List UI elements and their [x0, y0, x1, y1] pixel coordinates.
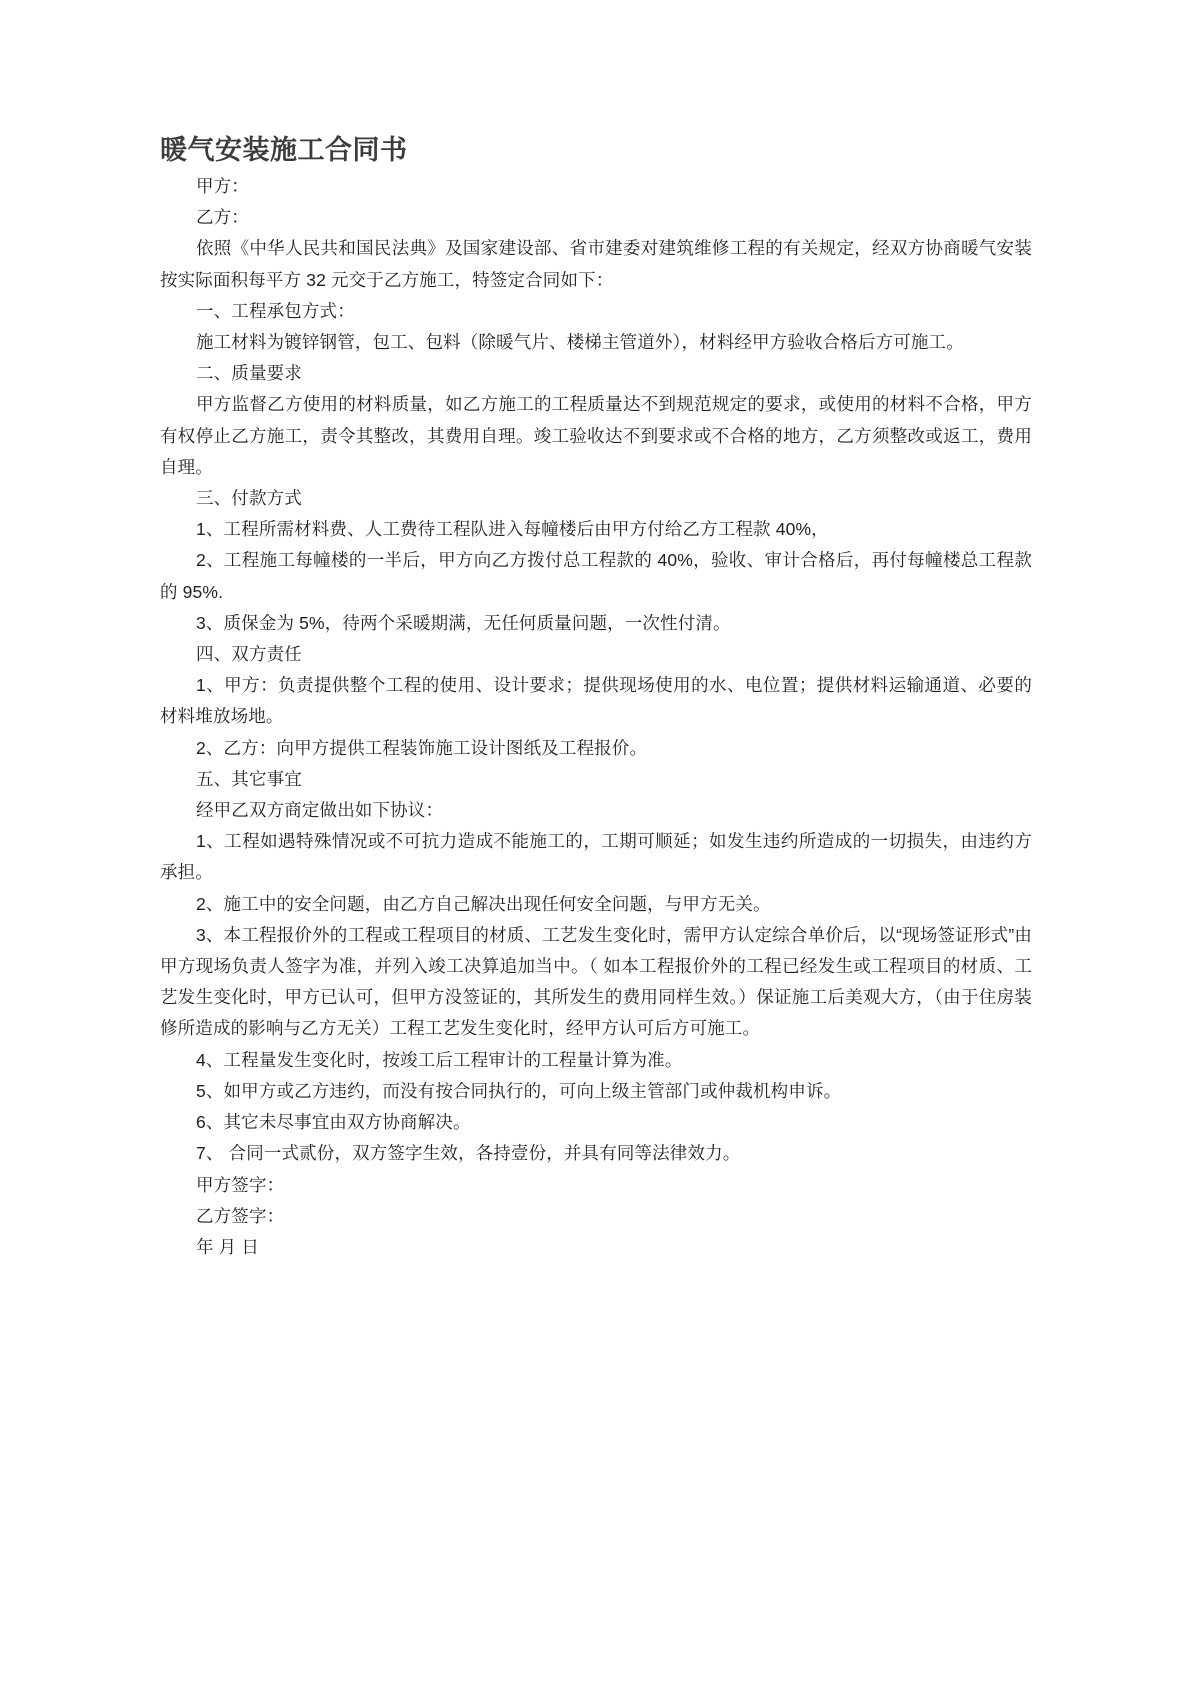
document-text-block: [160, 130, 1032, 1263]
heading-section-2: 二、质量要求: [196, 363, 302, 384]
list-item-section-3-2: 2、工程施工每幢楼的一半后，甲方向乙方拨付总工程款的 40%，验收、审计合格后，再付每幢楼总工程款的 95%.: [160, 550, 1032, 602]
paragraph-section-1-body: 施工材料为镀锌钢管，包工、包料（除暖气片、楼梯主管道外），材料经甲方验收合格后方可施工。: [196, 332, 964, 353]
paragraph-preamble: 依照《中华人民共和国民法典》及国家建设部、省市建委对建筑维修工程的有关规定，经双方协商暖气安装按实际面积每平方 32 元交于乙方施工，特签定合同如下：: [160, 238, 1032, 290]
list-item-section-5-5: 5、如甲方或乙方违约，而没有按合同执行的，可向上级主管部门或仲裁机构申诉。: [196, 1080, 842, 1101]
list-item-section-5-1: 1、工程如遇特殊情况或不可抗力造成不能施工的，工期可顺延；如发生违约所造成的一切损失，由违约方承担。: [160, 831, 1032, 883]
list-item-section-4-2: 2、乙方：向甲方提供工程装饰施工设计图纸及工程报价。: [196, 737, 648, 758]
signature-line-party-a: 甲方签字：: [196, 1174, 285, 1195]
list-item-section-5-4: 4、工程量发生变化时，按竣工后工程审计的工程量计算为准。: [196, 1049, 683, 1070]
list-item-section-3-1: 1、工程所需材料费、人工费待工程队进入每幢楼后由甲方付给乙方工程款 40%，: [196, 519, 829, 540]
date-line: 年 月 日: [196, 1236, 259, 1257]
document-title: 暖气安装施工合同书: [160, 135, 408, 165]
list-item-section-5-7: 7、 合同一式贰份，双方签字生效，各持壹份，并具有同等法律效力。: [196, 1143, 741, 1164]
paragraph-party-b-label: 乙方：: [196, 207, 249, 228]
list-item-section-5-3: 3、本工程报价外的工程或工程项目的材质、工艺发生变化时，需甲方认定综合单价后，以“现场签证形式”由甲方现场负责人签字为准，并列入竣工决算追加当中。（ 如本工程报价外的工程已经发生或工程项目的材质、工艺发生变化时，甲方已认可，但甲方没签证的，其所发生的费用同样生效。）保证施工后美观大方，（由于住房装修所造成的影响与乙方无关）工程工艺发生变化时，经甲方认可后方可施工。: [160, 924, 1032, 1039]
heading-section-5: 五、其它事宜: [196, 768, 302, 789]
list-item-section-4-1: 1、甲方：负责提供整个工程的使用、设计要求；提供现场使用的水、电位置；提供材料运输通道、必要的材料堆放场地。: [160, 675, 1032, 727]
paragraph-party-a-label: 甲方：: [196, 176, 249, 196]
heading-section-3: 三、付款方式: [196, 488, 302, 509]
paragraph-section-2-body: 甲方监督乙方使用的材料质量，如乙方施工的工程质量达不到规范规定的要求，或使用的材料不合格，甲方有权停止乙方施工，责令其整改，其费用自理。竣工验收达不到要求或不合格的地方，乙方须整改或返工，费用自理。: [160, 394, 1032, 477]
paragraph-section-5-intro: 经甲乙双方商定做出如下协议：: [196, 800, 444, 821]
signature-line-party-b: 乙方签字：: [196, 1205, 285, 1226]
heading-section-1: 一、工程承包方式：: [196, 300, 355, 321]
list-item-section-5-2: 2、施工中的安全问题，由乙方自己解决出现任何安全问题，与甲方无关。: [196, 893, 771, 914]
heading-section-4: 四、双方责任: [196, 644, 302, 665]
list-item-section-3-3: 3、质保金为 5%，待两个采暖期满，无任何质量问题，一次性付清。: [196, 612, 731, 633]
list-item-section-5-6: 6、其它未尽事宜由双方协商解决。: [196, 1112, 471, 1133]
